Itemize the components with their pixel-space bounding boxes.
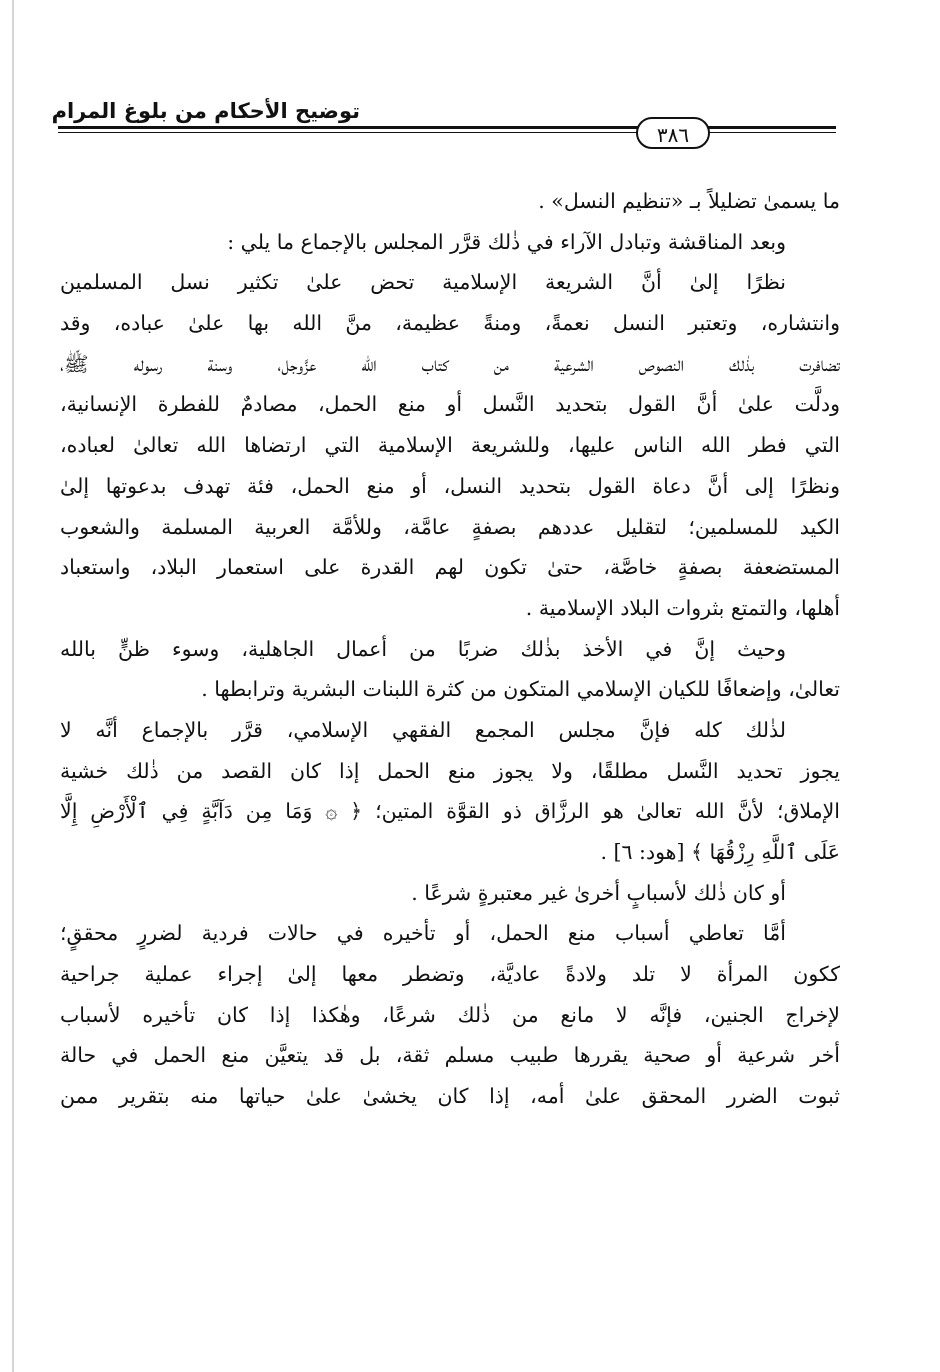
paragraph-first-line: وبعد المناقشة وتبادل الآراء في ذٰلك قرَّر المجلس بالإجماع ما يلي : [227,229,786,254]
paragraph-first-line: وحيث إنَّ في الأخذ بذٰلك ضربًا من أعمال الجاهلية، وسوء ظنٍّ بالله [60,636,786,661]
header-rule-thick [58,126,836,129]
text-line: أهلها، والتمتع بثروات البلاد الإسلامية . [525,595,840,620]
running-header-title: توضيح الأحكام من بلوغ المرام [51,99,360,123]
header-rule-thin [58,132,836,133]
text-line: تعالىٰ، وإضعافًا للكيان الإسلامي المتكون من كثرة اللبنات البشرية وترابطها . [201,677,840,702]
scan-edge-line [12,0,14,1372]
text-line: التي فطر الله الناس عليها، وللشريعة الإسلامية التي ارتضاها الله تعالىٰ لعباده، [60,433,840,458]
text-line: تضافرت بذٰلك النصوص الشرعية من كتاب الله عزَّوجل، وسنة رسوله ﷺ، [60,351,840,376]
paragraph-first-line: لذٰلك كله فإنَّ مجلس المجمع الفقهي الإسلامي، قرَّر بالإجماع أنَّه لا [60,717,786,742]
paragraph-first-line: أو كان ذٰلك لأسبابٍ أخرىٰ غير معتبرةٍ شرعًا . [411,880,786,905]
text-line: ككون المرأة لا تلد ولادةً عاديَّة، وتضطر معها إلىٰ إجراء عملية جراحية [60,962,840,987]
text-line: الكيد للمسلمين؛ لتقليل عددهم بصفةٍ عامَّة، وللأمَّة العربية المسلمة والشعوب [60,514,840,539]
text-line: لإخراج الجنين، فإنَّه لا مانع من ذٰلك شرعًا، وهٰكذا إذا كان تأخيره لأسباب [60,1002,840,1027]
text-line: ودلَّت علىٰ أنَّ القول بتحديد النَّسل أو منع الحمل، مصادمٌ للفطرة الإنسانية، [60,392,840,417]
text-line: أخر شرعية أو صحية يقررها طبيب مسلم ثقة، بل قد يتعيَّن منع الحمل في حالة [60,1043,840,1068]
quran-verse-citation-line: عَلَى ٱللَّهِ رِزْقُهَا ﴾ [هود: ٦] . [600,840,840,864]
text-line: ونظرًا إلى أنَّ دعاة القول بتحديد النسل، أو منع الحمل، فئة تهدف بدعوتها إلىٰ [60,473,840,498]
paragraph-first-line: نظرًا إلىٰ أنَّ الشريعة الإسلامية تحض علىٰ تكثير نسل المسلمين [60,270,786,295]
text-line: ما يسمىٰ تضليلاً بـ «تنظيم النسل» . [538,189,840,213]
text-line: يجوز تحديد النَّسل مطلقًا، ولا يجوز منع الحمل إذا كان القصد من ذٰلك خشية [60,758,840,783]
paragraph-first-line: أمَّا تعاطي أسباب منع الحمل، أو تأخيره في حالات فردية لضررٍ محققٍ؛ [60,921,786,946]
text-line: المستضعفة بصفةٍ خاصَّة، حتىٰ تكون لهم القدرة على استعمار البلاد، واستعباد [60,555,840,580]
body-text [60,181,840,1117]
page-number: ٣٨٦ [636,117,710,149]
text-line: وانتشاره، وتعتبر النسل نعمةً، ومنةً عظيمة، منَّ الله بها علىٰ عباده، وقد [60,311,840,336]
quran-verse-line: الإملاق؛ لأنَّ الله تعالىٰ هو الرزَّاق ذو القوَّة المتين؛ ﴿ ۞ وَمَا مِن دَآبَّةٍ فِي ٱلْأَرْضِ إِلَّا [60,799,840,824]
text-line: ثبوت الضرر المحقق علىٰ أمه، إذا كان يخشىٰ علىٰ حياتها منه بتقرير ممن [60,1084,840,1109]
